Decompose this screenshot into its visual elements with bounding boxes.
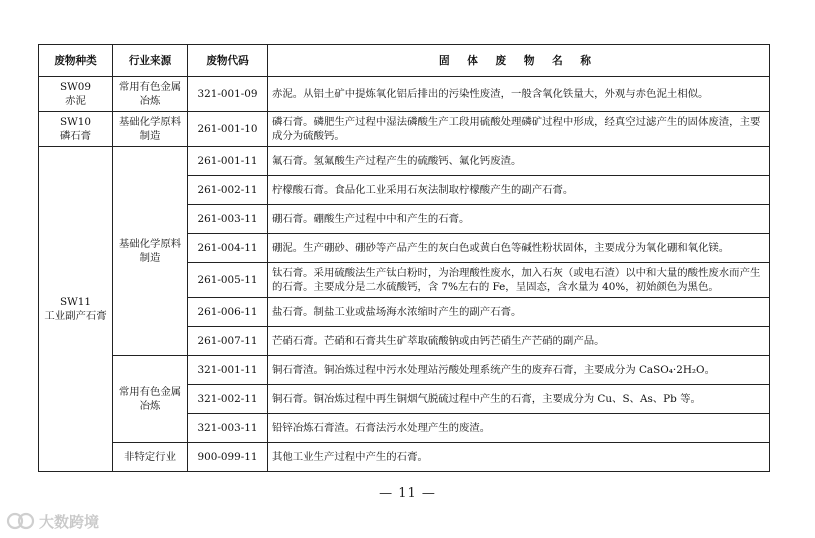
table-row bbox=[39, 356, 770, 385]
description-cell: 芒硝石膏。芒硝和石膏共生矿萃取硫酸钠或由钙芒硝生产芒硝的副产品。 bbox=[268, 327, 770, 356]
header-code: 废物代码 bbox=[188, 45, 268, 77]
description-cell: 柠檬酸石膏。食品化工业采用石灰法制取柠檬酸产生的副产石膏。 bbox=[268, 176, 770, 205]
code-cell: 261-006-11 bbox=[188, 298, 268, 327]
code-cell: 900-099-11 bbox=[188, 443, 268, 472]
code-cell: 261-001-10 bbox=[188, 112, 268, 147]
industry-cell: 常用有色金属 冶炼 bbox=[113, 356, 188, 443]
industry-cell: 非特定行业 bbox=[113, 443, 188, 472]
description-cell: 赤泥。从铝土矿中提炼氧化铝后排出的污染性废渣，一般含氧化铁量大，外观与赤色泥土相似。 bbox=[268, 77, 770, 112]
industry-cell: 常用有色金属 冶炼 bbox=[113, 77, 188, 112]
watermark-text: 大数跨境 bbox=[39, 512, 100, 531]
category-cell: SW10 磷石膏 bbox=[39, 112, 113, 147]
description-cell: 其他工业生产过程中产生的石膏。 bbox=[268, 443, 770, 472]
description-cell: 铜石膏。铜冶炼过程中再生铜烟气脱硫过程中产生的石膏，主要成分为 Cu、S、As、Pb 等。 bbox=[268, 385, 770, 414]
code-cell: 321-003-11 bbox=[188, 414, 268, 443]
code-cell: 261-001-11 bbox=[188, 147, 268, 176]
description-cell: 磷石膏。磷肥生产过程中湿法磷酸生产工段用硫酸处理磷矿过程中形成，经真空过滤产生的固体废渣，主要成分为硫酸钙。 bbox=[268, 112, 770, 147]
industry-cell: 基础化学原料 制造 bbox=[113, 112, 188, 147]
description-cell: 盐石膏。制盐工业或盐场海水浓缩时产生的副产石膏。 bbox=[268, 298, 770, 327]
table-row bbox=[39, 112, 770, 147]
header-industry: 行业来源 bbox=[113, 45, 188, 77]
category-cell: SW09 赤泥 bbox=[39, 77, 113, 112]
description-cell: 铅锌冶炼石膏渣。石膏法污水处理产生的废渣。 bbox=[268, 414, 770, 443]
description-cell: 钛石膏。采用硫酸法生产钛白粉时，为治理酸性废水，加入石灰（或电石渣）以中和大量的酸性废水而产生的石膏。主要成分是二水硫酸钙，含 7%左右的 Fe，呈固态，含水量为 40%，初始颜色为黑色。 bbox=[268, 263, 770, 298]
code-cell: 261-004-11 bbox=[188, 234, 268, 263]
solid-waste-table bbox=[38, 44, 770, 472]
table-header-row bbox=[39, 45, 770, 77]
header-category: 废物种类 bbox=[39, 45, 113, 77]
code-cell: 261-003-11 bbox=[188, 205, 268, 234]
code-cell: 261-007-11 bbox=[188, 327, 268, 356]
page-number: — 11 — bbox=[379, 486, 436, 501]
watermark bbox=[6, 510, 99, 532]
industry-cell: 基础化学原料 制造 bbox=[113, 147, 188, 356]
header-waste-name: 固 体 废 物 名 称 bbox=[268, 45, 770, 77]
code-cell: 261-005-11 bbox=[188, 263, 268, 298]
table-row bbox=[39, 147, 770, 176]
description-cell: 氟石膏。氢氟酸生产过程产生的硫酸钙、氟化钙废渣。 bbox=[268, 147, 770, 176]
category-cell: SW11 工业副产石膏 bbox=[39, 147, 113, 472]
description-cell: 硼石膏。硼酸生产过程中中和产生的石膏。 bbox=[268, 205, 770, 234]
code-cell: 321-001-09 bbox=[188, 77, 268, 112]
code-cell: 261-002-11 bbox=[188, 176, 268, 205]
description-cell: 硼泥。生产硼砂、硼砂等产品产生的灰白色或黄白色等碱性粉状固体，主要成分为氧化硼和氧化镁。 bbox=[268, 234, 770, 263]
brand-logo-icon bbox=[6, 512, 36, 530]
code-cell: 321-002-11 bbox=[188, 385, 268, 414]
code-cell: 321-001-11 bbox=[188, 356, 268, 385]
table-row bbox=[39, 443, 770, 472]
description-cell: 铜石膏渣。铜冶炼过程中污水处理站污酸处理系统产生的废弃石膏，主要成分为 CaSO₄·2H₂O。 bbox=[268, 356, 770, 385]
table-row bbox=[39, 77, 770, 112]
